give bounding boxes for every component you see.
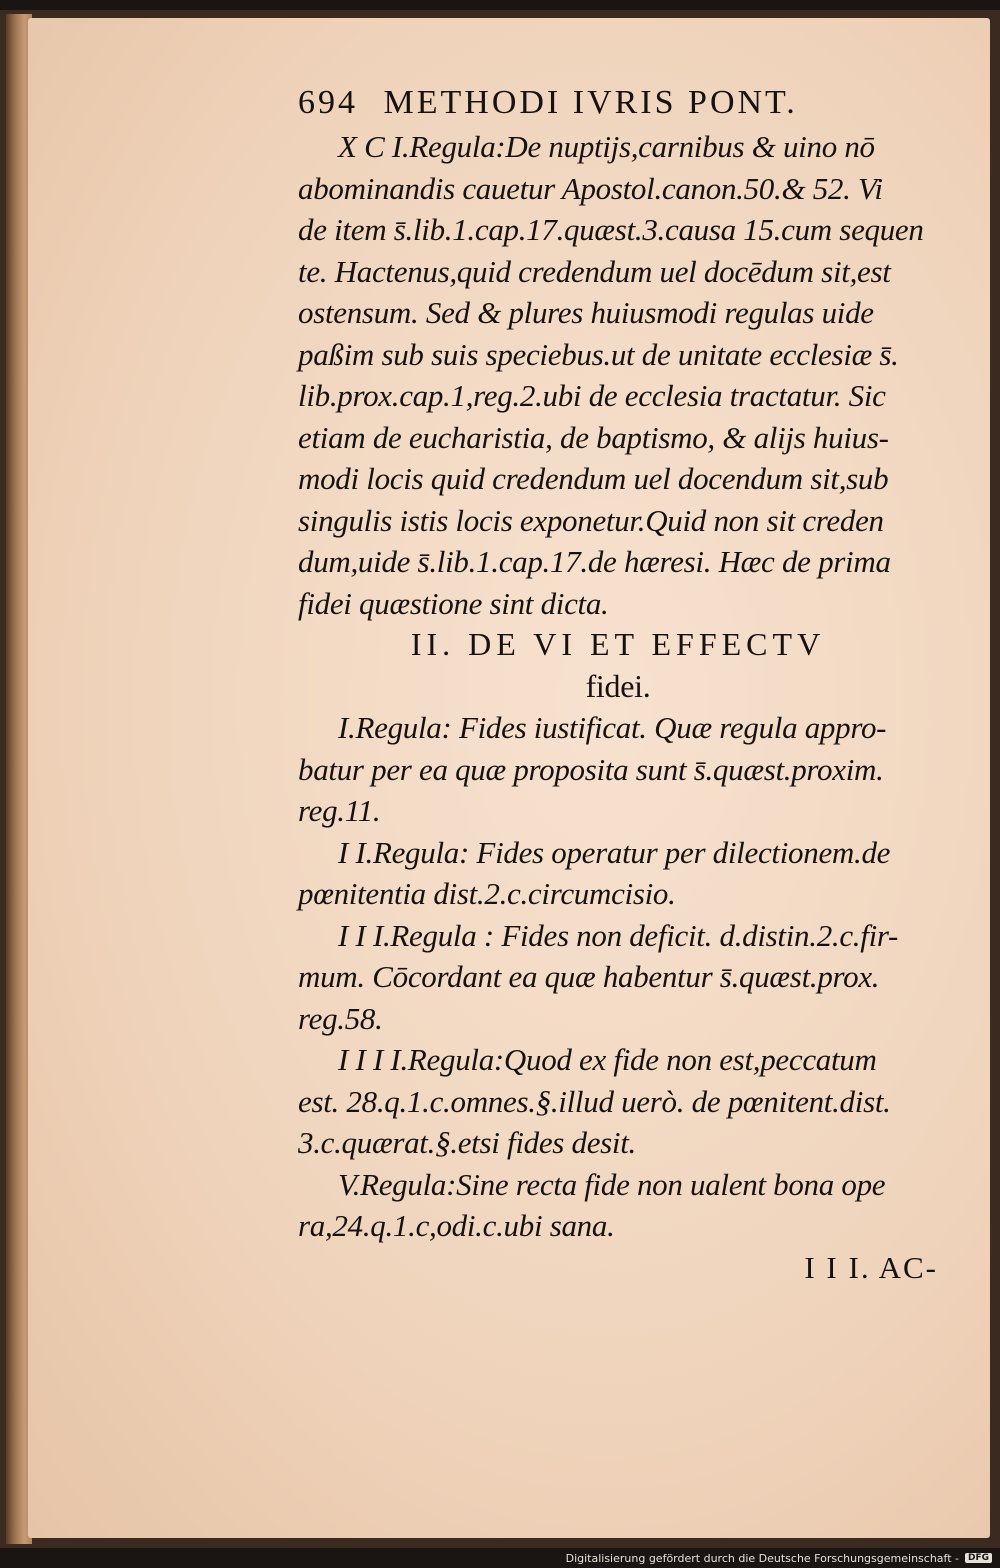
section-heading: II. DE VI ET EFFECTV xyxy=(410,626,826,662)
page-number: 694 xyxy=(298,84,358,121)
rule-line: I I I I.Regula:Quod ex fide non est,peccatum xyxy=(338,1042,877,1077)
rule-line: I I I.Regula : Fides non deficit. d.distin.2.c.fir- xyxy=(338,917,899,953)
rule-line: mum. Cōcordant ea quæ habentur s̄.quæst.prox. xyxy=(298,959,880,994)
rule-line: V.Regula:Sine recta fide non ualent bona ope xyxy=(338,1166,886,1202)
rule-line: 3.c.quærat.§.etsi fides desit. xyxy=(298,1125,637,1160)
text-block xyxy=(298,80,938,1288)
text-line: modi locis quid credendum uel docendum sit,sub xyxy=(298,461,889,496)
rule-line: reg.58. xyxy=(298,1000,383,1036)
text-line: lib.prox.cap.1,reg.2.ubi de ecclesia tractatur. Sic xyxy=(298,378,886,413)
book-page xyxy=(28,18,990,1538)
running-header xyxy=(298,80,938,126)
rule-line: I.Regula: Fides iustificat. Quæ regula appro- xyxy=(338,710,887,745)
rule-line: pœnitentia dist.2.c.circumcisio. xyxy=(298,876,676,911)
text-line: dum,uide s̄.lib.1.cap.17.de hæresi. Hæc de prima xyxy=(298,544,891,579)
text-line: fidei quæstione sint dicta. xyxy=(298,585,609,621)
rule-line: ra,24.q.1.c,odi.c.ubi sana. xyxy=(298,1208,615,1243)
text-line: paßim sub suis speciebus.ut de unitate ecclesiæ s̄. xyxy=(298,336,899,372)
text-line: te. Hactenus,quid credendum uel docēdum sit,est xyxy=(298,253,891,289)
text-line: X C I.Regula:De nuptijs,carnibus & uino nō xyxy=(338,129,875,164)
text-line: ostensum. Sed & plures huiusmodi regulas uide xyxy=(298,295,874,330)
rule-line: batur per ea quæ proposita sunt s̄.quæst.proxim. xyxy=(298,751,884,787)
book-scan xyxy=(0,10,1000,1548)
rule-line: I I.Regula: Fides operatur per dilectionem.de xyxy=(338,834,891,870)
rule-line: reg.11. xyxy=(298,793,381,828)
section-heading-subtitle: fidei. xyxy=(585,667,651,704)
rule-line: est. 28.q.1.c.omnes.§.illud uerò. de pœnitent.dist. xyxy=(298,1083,891,1119)
text-line: abominandis cauetur Apostol.canon.50.& 52. Vi xyxy=(298,170,883,206)
catchword: I I I. AC- xyxy=(804,1249,938,1285)
credit-text: Digitalisierung gefördert durch die Deutsche Forschungsgemeinschaft - xyxy=(565,1551,959,1565)
dfg-logo: DFG xyxy=(965,1553,992,1563)
digitization-credit xyxy=(566,1550,992,1566)
text-line: singulis istis locis exponetur.Quid non sit creden xyxy=(298,502,884,538)
text-line: etiam de eucharistia, de baptismo, & alijs huius- xyxy=(298,419,889,455)
running-title: METHODI IVRIS PONT. xyxy=(383,84,798,121)
text-line: de item s̄.lib.1.cap.17.quæst.3.causa 15.cum sequen xyxy=(298,212,924,247)
